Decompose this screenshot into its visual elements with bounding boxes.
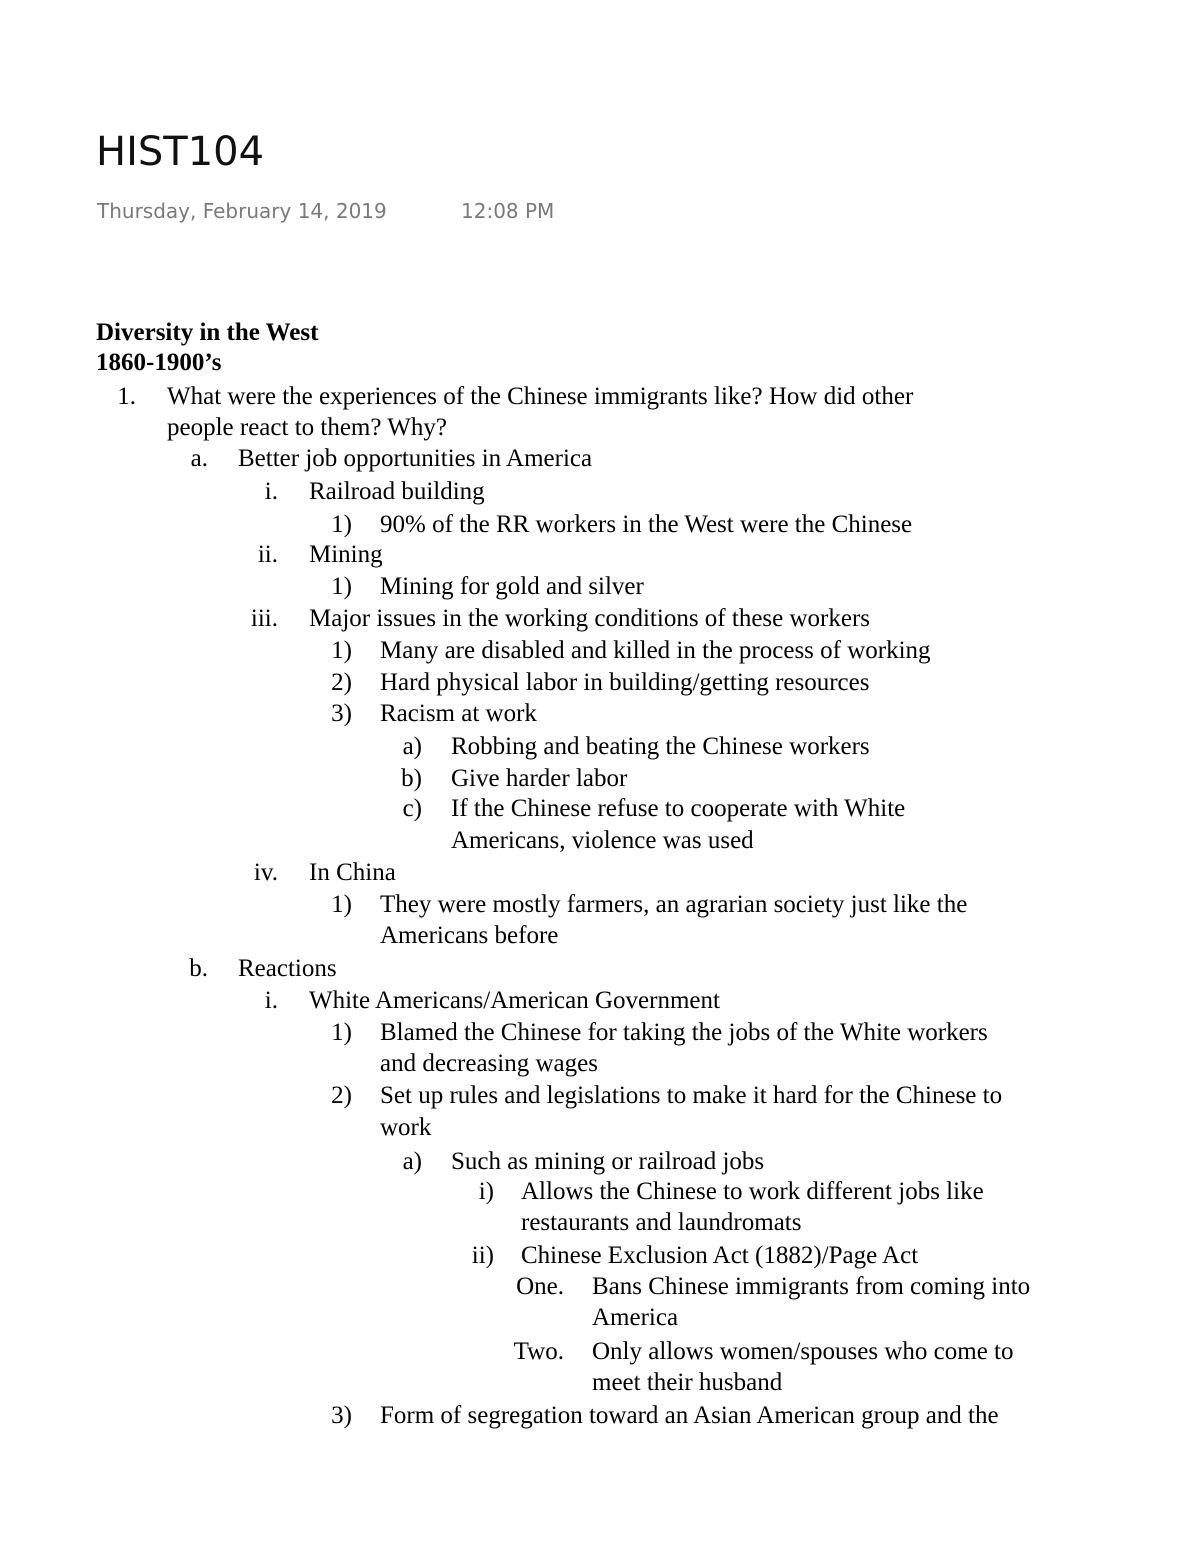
outline-text: Give harder labor [451,765,628,792]
outline-text: Hard physical labor in building/getting resources [380,669,870,696]
outline-text: They were mostly farmers, an agrarian society just like the [380,891,968,918]
outline-text: White Americans/American Government [309,987,720,1014]
outline-marker: Two. [513,1338,564,1365]
outline-text: Mining [309,541,383,568]
outline-marker: b. [189,955,208,982]
outline-marker: 2) [331,1082,352,1109]
outline-text: America [592,1304,679,1331]
outline-text: Such as mining or railroad jobs [451,1148,765,1175]
outline-text: Racism at work [380,700,537,727]
outline-text: people react to them? Why? [167,414,447,441]
outline-text: Only allows women/spouses who come to [592,1338,1014,1365]
outline-marker: a) [402,733,422,760]
outline-marker: a) [402,1148,422,1175]
outline-marker: c) [402,795,422,822]
outline-marker: ii. [257,541,278,568]
outline-text: restaurants and laundromats [521,1209,802,1236]
outline-text: and decreasing wages [380,1050,598,1077]
outline-text: In China [309,859,396,886]
outline-text: Many are disabled and killed in the process of working [380,637,931,664]
outline-marker: 1) [331,1019,352,1046]
outline-marker: One. [516,1273,564,1300]
outline-text: If the Chinese refuse to cooperate with White [451,795,906,822]
outline-text: Reactions [238,955,337,982]
page-date: Thursday, February 14, 2019 [97,199,387,223]
outline-text: Chinese Exclusion Act (1882)/Page Act [521,1242,919,1269]
outline-text: Railroad building [309,478,485,505]
outline-text: 90% of the RR workers in the West were the Chinese [380,511,913,538]
outline-text: meet their husband [592,1369,783,1396]
outline-marker: b) [401,765,422,792]
section-heading: Diversity in the West [96,319,319,346]
outline-text: Americans, violence was used [451,827,754,854]
outline-text: Bans Chinese immigrants from coming into [592,1273,1031,1300]
outline-marker: i) [478,1178,494,1205]
outline-text: Set up rules and legislations to make it hard for the Chinese to [380,1082,1003,1109]
outline-marker: 1) [331,637,352,664]
outline-text: work [380,1114,432,1141]
section-subheading: 1860-1900’s [96,349,222,376]
outline-marker: 1. [117,383,136,410]
outline-text: Blamed the Chinese for taking the jobs of the White workers [380,1019,988,1046]
outline-marker: 3) [331,1402,352,1429]
outline-marker: iv. [253,859,278,886]
page-time: 12:08 PM [461,199,555,223]
outline-marker: i. [264,478,278,505]
outline-marker: iii. [250,605,278,632]
outline-text: What were the experiences of the Chinese immigrants like? How did other [167,383,914,410]
outline-text: Robbing and beating the Chinese workers [451,733,870,760]
outline-text: Better job opportunities in America [238,445,593,472]
outline-text: Allows the Chinese to work different jobs like [521,1178,984,1205]
page-title: HIST104 [96,129,265,175]
outline-marker: 1) [331,511,352,538]
outline-marker: ii) [471,1242,494,1269]
outline-marker: 1) [331,573,352,600]
outline-text: Major issues in the working conditions of these workers [309,605,871,632]
outline-marker: a. [190,445,208,472]
outline-text: Americans before [380,922,559,949]
outline-marker: 3) [331,700,352,727]
outline-text: Mining for gold and silver [380,573,644,600]
outline-text: Form of segregation toward an Asian American group and the [380,1402,999,1429]
outline-marker: 1) [331,891,352,918]
outline-marker: i. [264,987,278,1014]
outline-marker: 2) [331,669,352,696]
